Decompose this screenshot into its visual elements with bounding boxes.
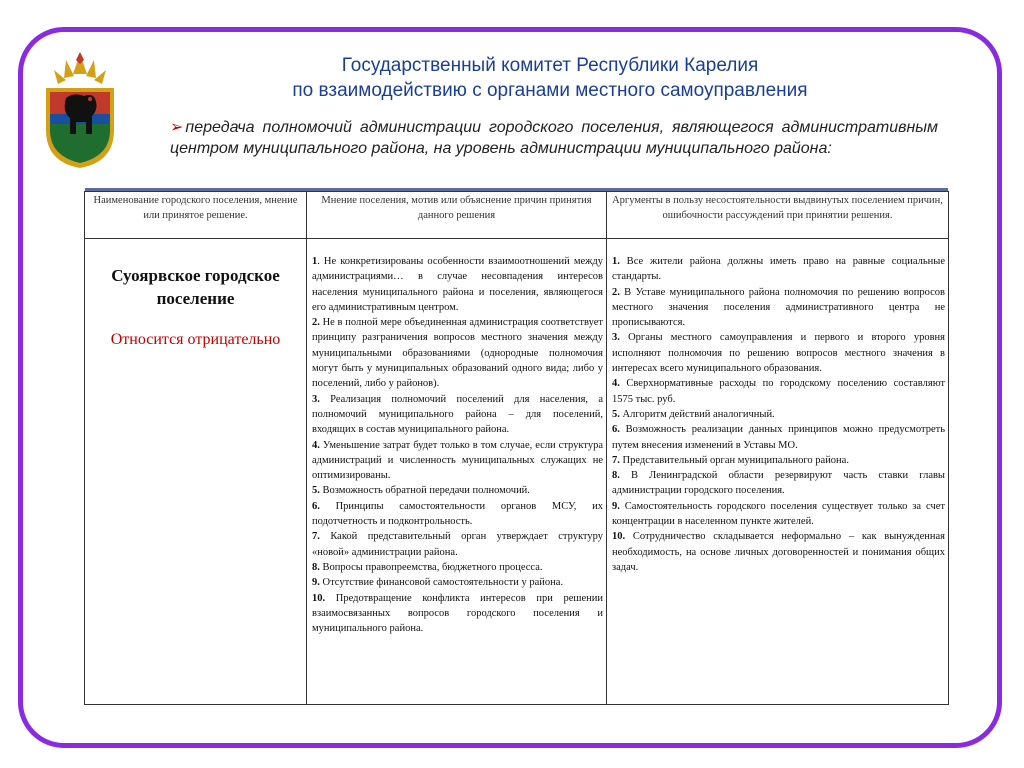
item-text: . Не конкретизированы особенности взаимоотношений между администрациями… в случае несовпадения интересов населения муниципального района и поселения, являющегося его административным центром.	[312, 256, 603, 313]
item-number: 10.	[312, 592, 326, 604]
list-item	[312, 315, 603, 391]
item-number: 7.	[312, 531, 320, 543]
item-text: Все жители района должны иметь право на равные социальные стандарты.	[612, 256, 945, 283]
item-text: Реализация полномочий поселений для населения, а полномочий муниципального района – для поселений, входящих в состав муниципального района.	[312, 393, 603, 436]
item-text: Алгоритм действий аналогичный.	[619, 408, 775, 420]
list-item	[612, 422, 945, 453]
list-item	[312, 575, 603, 590]
arguments-cell	[607, 239, 949, 705]
list-item	[612, 376, 945, 407]
reasons-cell	[307, 239, 607, 705]
list-item	[612, 529, 945, 575]
list-item	[312, 560, 603, 575]
list-item	[612, 254, 945, 285]
item-text: Сотрудничество складывается неформально – как вынужденная необходимость, на основе личных договоренностей и понимания общих задач.	[612, 531, 945, 573]
item-text: Органы местного самоуправления и первого и второго уровня исполняют полномочия по решению вопросов местного значения в интересах всего муниципального образования.	[612, 332, 945, 375]
item-number: 1.	[612, 256, 620, 267]
item-number: 4.	[312, 439, 320, 451]
item-number: 6.	[612, 424, 620, 436]
arguments-list	[607, 239, 948, 575]
subtitle-text: передача полномочий администрации городского поселения, являющегося административным центром муниципального района, на уровень администрации муниципального района:	[170, 119, 938, 157]
item-text: В Ленинградской области резервируют часть ставки главы администрации городского поселения.	[612, 470, 945, 497]
list-item	[312, 529, 603, 560]
item-number: 6.	[312, 500, 320, 512]
attitude-text: Относится отрицательно	[110, 331, 281, 348]
karelia-coat-of-arms-icon	[40, 52, 120, 170]
item-number: 10.	[612, 531, 626, 543]
list-item	[612, 499, 945, 530]
list-item	[312, 591, 603, 637]
item-text: Предотвращение конфликта интересов при решении взаимосвязанных вопросов городского поселения и муниципального района.	[312, 592, 603, 635]
item-text: Отсутствие финансовой самостоятельности у района.	[319, 577, 564, 589]
item-text: Сверхнормативные расходы по городскому поселению составляют 1575 тыс. руб.	[612, 378, 945, 405]
item-number: 9.	[612, 500, 620, 512]
arrow-bullet-icon: ➢	[170, 119, 184, 136]
page-title	[200, 53, 900, 103]
item-number: 2.	[312, 317, 320, 329]
item-number: 7.	[612, 454, 620, 466]
item-text: Не в полной мере объединенная администрация соответствует принципу разграничения вопросов местного значения между муниципальными образованиями (однородные полномочия могут быть у муниципальных образований одного вида; либо у поселений, либо у районов).	[312, 317, 603, 390]
header-cell-opinion: Мнение поселения, мотив или объяснение причин принятия данного решения	[307, 192, 607, 239]
item-text: Представительный орган муниципального района.	[619, 454, 849, 466]
item-number: 3.	[312, 393, 320, 405]
item-number: 4.	[612, 378, 620, 390]
list-item	[312, 392, 603, 438]
list-item	[312, 438, 603, 484]
item-number: 8.	[312, 561, 320, 573]
item-number: 5.	[312, 485, 320, 497]
item-text: Уменьшение затрат будет только в том случае, если структура администраций и численность муниципальных служащих не оптимизированы.	[312, 439, 603, 482]
table-header-row	[85, 192, 949, 239]
list-item	[312, 483, 603, 498]
title-line-2: по взаимодействию с органами местного самоуправления	[292, 80, 808, 101]
item-number: 5.	[612, 408, 620, 420]
item-text: Принципы самостоятельности органов МСУ, их подотчетность и подконтрольность.	[312, 500, 603, 528]
subtitle	[170, 117, 938, 159]
item-text: Возможность обратной передачи полномочий.	[319, 485, 530, 497]
list-item	[312, 499, 603, 530]
item-text: Какой представительный орган утверждает структуру «новой» администрации района.	[312, 531, 603, 558]
item-number: 9.	[312, 577, 320, 589]
item-number: 1	[312, 256, 318, 267]
title-line-1: Государственный комитет Республики Карелия	[341, 55, 759, 76]
list-item	[612, 453, 945, 468]
reasons-list	[307, 239, 606, 636]
item-number: 3.	[612, 332, 620, 344]
item-number: 8.	[612, 470, 620, 482]
decision-table	[84, 191, 949, 705]
list-item	[612, 407, 945, 422]
item-text: В Уставе муниципального района полномочия по решению вопросов местного значения поселения административного центра не прописываются.	[612, 286, 945, 329]
list-item	[612, 285, 945, 331]
list-item	[312, 254, 603, 315]
item-number: 2.	[612, 286, 620, 298]
item-text: Самостоятельность городского поселения существует только за счет концентрации в населенном пункте жителей.	[612, 500, 945, 528]
list-item	[612, 468, 945, 499]
table-row	[85, 239, 949, 705]
item-text: Вопросы правопреемства, бюджетного процесса.	[319, 561, 543, 573]
list-item	[612, 330, 945, 376]
settlement-cell	[85, 239, 307, 705]
header-cell-arguments: Аргументы в пользу несостоятельности выдвинутых поселением причин, ошибочности рассуждений при принятии решения.	[607, 192, 949, 239]
header-cell-settlement: Наименование городского поселения, мнение или принятое решение.	[85, 192, 307, 239]
item-text: Возможность реализации данных принципов можно предусмотреть путем внесения изменений в Уставы МО.	[612, 424, 945, 451]
settlement-name: Суоярвское городское поселение	[111, 266, 280, 308]
